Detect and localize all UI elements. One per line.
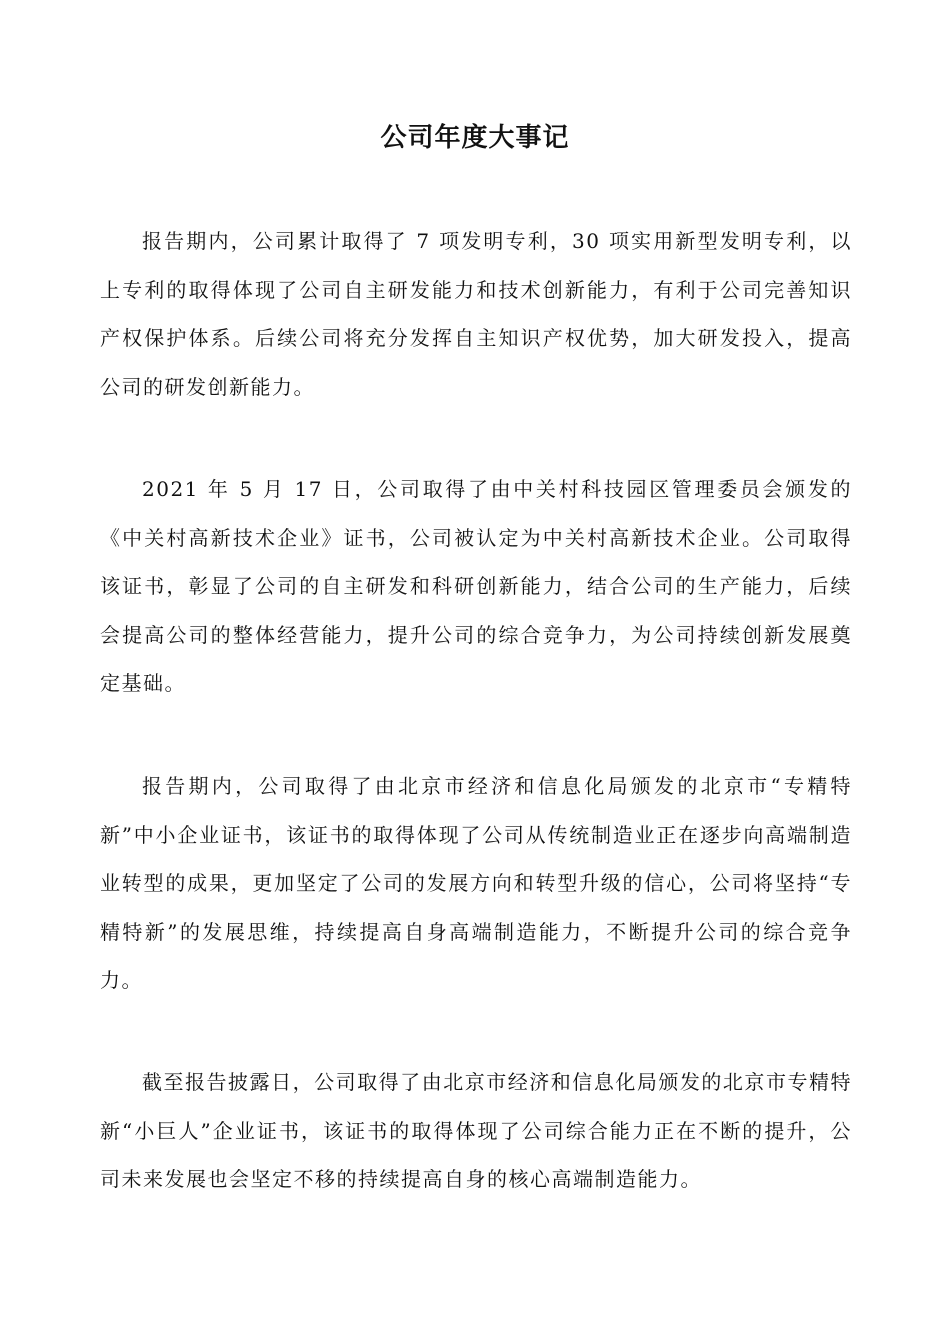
- paragraph-little-giant-certificate: 截至报告披露日，公司取得了由北京市经济和信息化局颁发的北京市专精特新“小巨人”企业证书，该证书的取得体现了公司综合能力正在不断的提升，公司未来发展也会坚定不移的持续提高自身的核心高端制造能力。: [100, 1070, 852, 1191]
- page-title: 公司年度大事记: [380, 123, 570, 153]
- paragraph-specialized-sme-certificate: 报告期内，公司取得了由北京市经济和信息化局颁发的北京市“专精特新”中小企业证书，该证书的取得体现了公司从传统制造业正在逐步向高端制造业转型的成果，更加坚定了公司的发展方向和转型升级的信心，公司将坚持“专精特新”的发展思维，持续提高自身高端制造能力，不断提升公司的综合竞争力。: [100, 774, 852, 992]
- paragraph-zhongguancun-certificate: 2021 年 5 月 17 日，公司取得了由中关村科技园区管理委员会颁发的《中关村高新技术企业》证书，公司被认定为中关村高新技术企业。公司取得该证书，彰显了公司的自主研发和科研创新能力，结合公司的生产能力，后续会提高公司的整体经营能力，提升公司的综合竞争力，为公司持续创新发展奠定基础。: [100, 477, 852, 695]
- paragraph-patents: 报告期内，公司累计取得了 7 项发明专利，30 项实用新型发明专利，以上专利的取得体现了公司自主研发能力和技术创新能力，有利于公司完善知识产权保护体系。后续公司将充分发挥自主知识产权优势，加大研发投入，提高公司的研发创新能力。: [100, 229, 852, 399]
